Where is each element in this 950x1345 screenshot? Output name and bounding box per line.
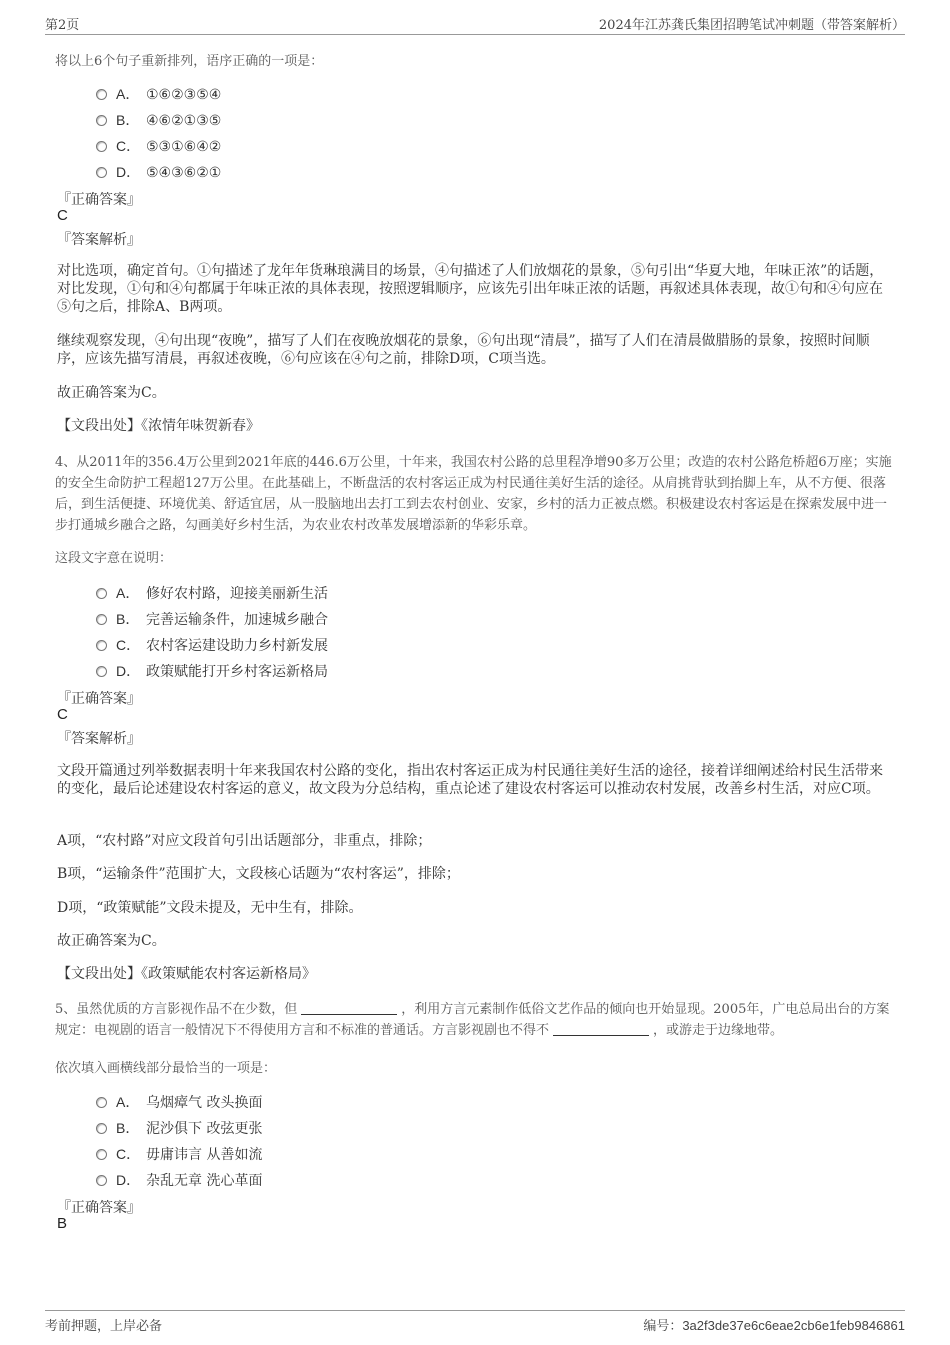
footer-slogan: 考前押题，上岸必备: [45, 1319, 163, 1334]
document-title: 2024年江苏龚氏集团招聘笔试冲刺题（带答案解析）: [598, 18, 905, 33]
q3-option-c[interactable]: C． ⑤③①⑥④②: [96, 136, 221, 156]
q3-prompt: 将以上6个句子重新排列，语序正确的一项是：: [55, 54, 324, 69]
q4-option-d[interactable]: D． 政策赋能打开乡村客运新格局: [96, 661, 328, 681]
q4-analysis-para-5: 故正确答案为C。: [57, 933, 166, 949]
q3-option-a[interactable]: A． ①⑥②③⑤④: [96, 84, 221, 104]
page-number: 第2页: [45, 18, 80, 33]
q3-analysis-para-1: 对比选项，确定首句。①句描述了龙年年货琳琅满目的场景，④句描述了人们放烟花的景象，⑤句引出“华夏大地，年味正浓”的话题，对比发现，①句和④句都属于年味正浓的具体表现，按照逻辑顺序，应该先引出年味正浓的话题，再叙述具体表现，故①句和④句应在⑤句之后，排除A、B两项。: [57, 263, 884, 315]
q4-answer-header: 『正确答案』: [57, 691, 141, 707]
q3-source: 【文段出处】《浓情年味贺新春》: [57, 418, 260, 434]
footer-code: 编号：3a2f3de37e6c6eae2cb6e1feb9846861: [643, 1318, 905, 1334]
radio-icon[interactable]: [96, 640, 107, 651]
q4-option-a[interactable]: A． 修好农村路，迎接美丽新生活: [96, 583, 328, 603]
radio-icon[interactable]: [96, 1097, 107, 1108]
radio-icon[interactable]: [96, 614, 107, 625]
q3-option-d[interactable]: D． ⑤④③⑥②①: [96, 162, 221, 182]
q4-option-c[interactable]: C． 农村客运建设助力乡村新发展: [96, 635, 328, 655]
q4-analysis-para-4: D项，“政策赋能”文段未提及，无中生有，排除。: [57, 900, 363, 916]
q4-analysis-para-3: B项，“运输条件”范围扩大，文段核心话题为“农村客运”，排除；: [57, 866, 460, 882]
q5-prompt: 依次填入画横线部分最恰当的一项是：: [55, 1061, 277, 1076]
q5-answer-header: 『正确答案』: [57, 1200, 141, 1216]
q5-option-a[interactable]: A． 乌烟瘴气 改头换面: [96, 1092, 262, 1112]
q3-analysis-header: 『答案解析』: [57, 232, 141, 248]
q3-analysis-para-3: 故正确答案为C。: [57, 385, 166, 401]
q5-answer: B: [57, 1215, 68, 1232]
fill-blank-1: [301, 1000, 397, 1015]
q4-source: 【文段出处】《政策赋能农村客运新格局》: [57, 966, 316, 982]
radio-icon[interactable]: [96, 666, 107, 677]
q5-option-b[interactable]: B． 泥沙俱下 改弦更张: [96, 1118, 262, 1138]
q4-analysis-header: 『答案解析』: [57, 731, 141, 747]
radio-icon[interactable]: [96, 141, 107, 152]
radio-icon[interactable]: [96, 1175, 107, 1186]
q5-stem: 5、虽然优质的方言影视作品不在少数，但 ，利用方言元素制作低俗文艺作品的倾向也开始显现。2005年，广电总局出台的方案规定：电视剧的语言一般情况下不得使用方言和不标准的普通话。方言影视剧也不得不 ，或游走于边缘地带。: [55, 1002, 890, 1038]
q3-option-b[interactable]: B． ④⑥②①③⑤: [96, 110, 221, 130]
radio-icon[interactable]: [96, 588, 107, 599]
q5-option-d[interactable]: D． 杂乱无章 洗心革面: [96, 1170, 262, 1190]
radio-icon[interactable]: [96, 1149, 107, 1160]
q4-answer: C: [57, 706, 68, 723]
q5-option-c[interactable]: C． 毋庸讳言 从善如流: [96, 1144, 262, 1164]
page-footer: [45, 1310, 905, 1333]
radio-icon[interactable]: [96, 115, 107, 126]
q4-stem: 4、从2011年的356.4万公里到2021年底的446.6万公里，十年来，我国农村公路的总里程净增90多万公里；改造的农村公路危桥超6万座；实施的安全生命防护工程超127万公里。在此基础上，不断盘活的农村客运正成为村民通往美好生活的途径。从肩挑背驮到抬脚上车，从不方便、很落后，到生活便捷、环境优美、舒适宜居，从一股脑地出去打工到去农村创业、安家，乡村的活力正被点燃。积极建设农村客运是在探索发展中进一步打通城乡融合之路，勾画美好乡村生活，为农业农村改革发展增添新的华彩乐章。: [55, 455, 892, 533]
q3-answer-header: 『正确答案』: [57, 192, 141, 208]
q3-answer: C: [57, 207, 68, 224]
fill-blank-2: [553, 1021, 649, 1036]
page-header: [45, 12, 905, 35]
q4-prompt: 这段文字意在说明：: [55, 551, 173, 566]
radio-icon[interactable]: [96, 89, 107, 100]
q4-analysis-para-1: 文段开篇通过列举数据表明十年来我国农村公路的变化，指出农村客运正成为村民通往美好生活的途径，接着详细阐述给村民生活带来的变化，最后论述建设农村客运的意义，故文段为分总结构，重点论述了建设农村客运可以推动农村发展，改善乡村生活，对应C项。: [57, 763, 883, 797]
radio-icon[interactable]: [96, 1123, 107, 1134]
q4-option-b[interactable]: B． 完善运输条件，加速城乡融合: [96, 609, 328, 629]
q3-analysis-para-2: 继续观察发现，④句出现“夜晚”，描写了人们在夜晚放烟花的景象，⑥句出现“清晨”，描写了人们在清晨做腊肠的景象，按照时间顺序，应该先描写清晨，再叙述夜晚，⑥句应该在④句之前，排除D项，C项当选。: [57, 333, 870, 367]
q4-analysis-para-2: A项，“农村路”对应文段首句引出话题部分，非重点，排除；: [57, 833, 432, 849]
radio-icon[interactable]: [96, 167, 107, 178]
